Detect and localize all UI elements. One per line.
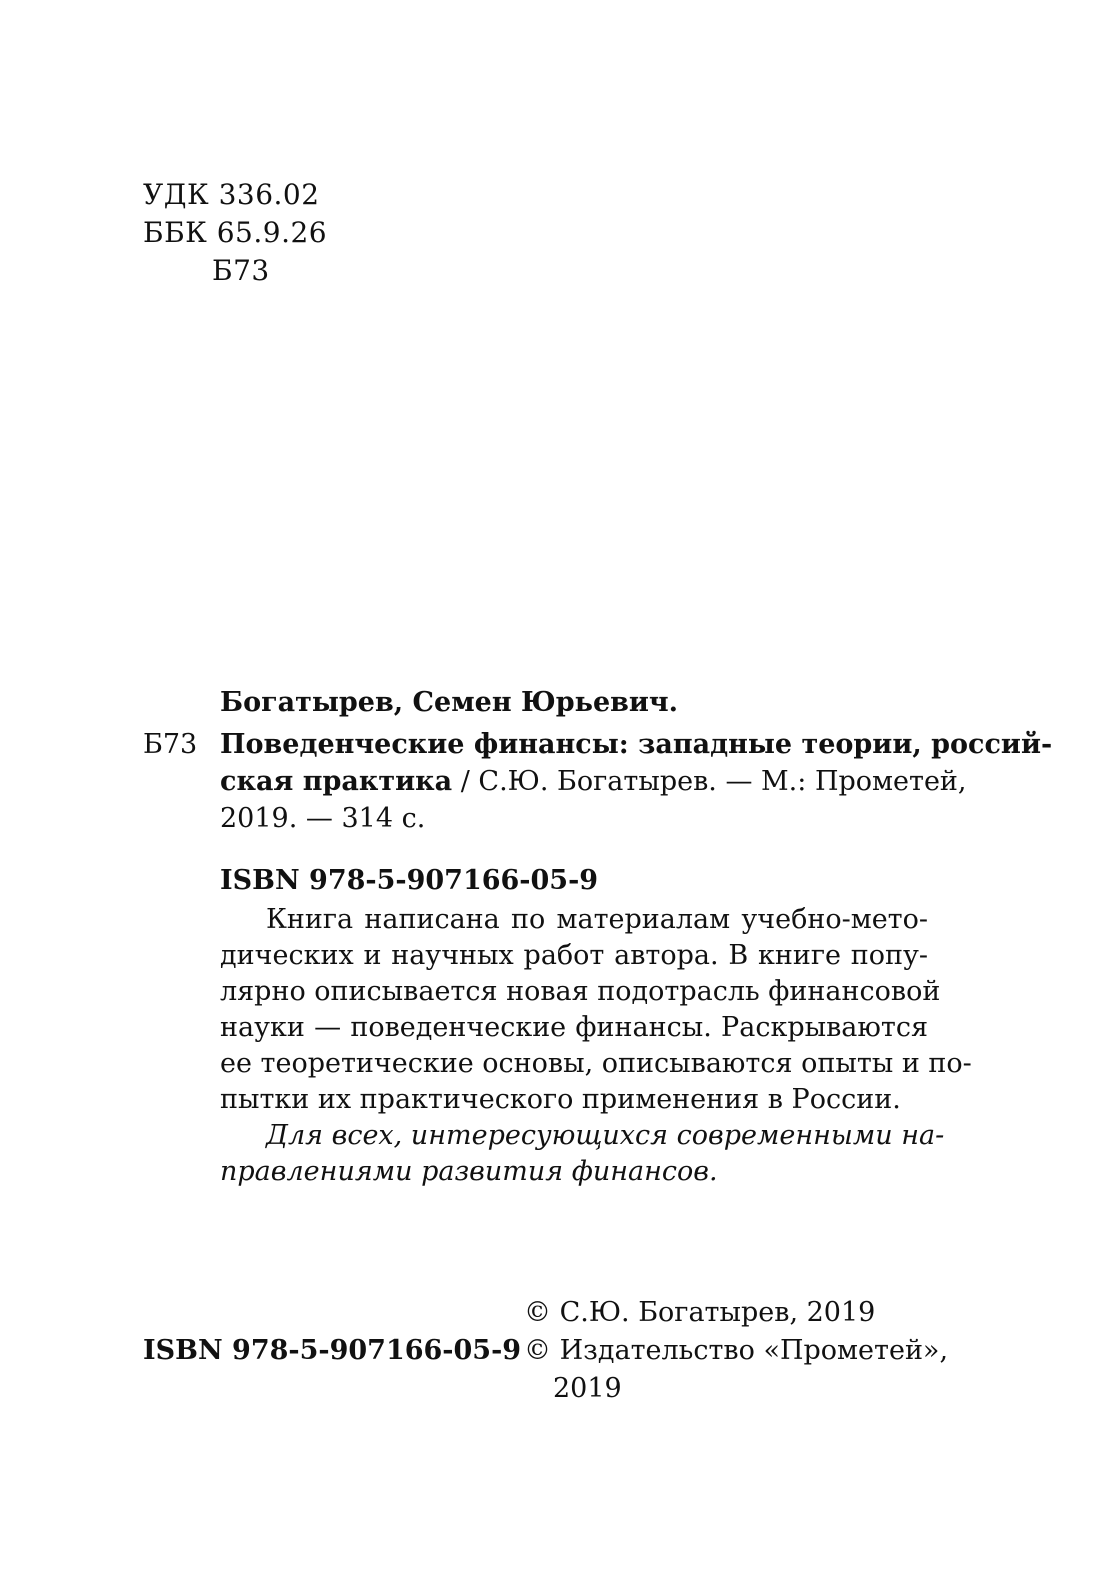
annotation-line: Книга написана по материалам учебно-мето- xyxy=(266,904,928,935)
publication-year-pages: 2019. — 314 с. xyxy=(220,803,426,834)
book-title-end: ская практика xyxy=(220,766,453,797)
author-mark-top: Б73 xyxy=(212,254,270,287)
annotation-line: пытки их практического применения в России. xyxy=(220,1084,901,1115)
isbn-card: ISBN 978-5-907166-05-9 xyxy=(220,865,599,896)
author-mark-card: Б73 xyxy=(143,729,198,760)
audience-line: правлениями развития финансов. xyxy=(220,1156,718,1187)
annotation-line: лярно описывается новая подотрасль финансовой xyxy=(220,976,941,1007)
book-title-line-2 xyxy=(220,763,967,800)
bbk-code: ББК 65.9.26 xyxy=(143,216,328,249)
book-title-line-1: Поведенческие финансы: западные теории, россий- xyxy=(220,729,1053,760)
annotation-line: дических и научных работ автора. В книге попу- xyxy=(220,940,928,971)
responsibility-statement: / С.Ю. Богатырев. — М.: Прометей, xyxy=(452,766,967,797)
annotation-line: ее теоретические основы, описываются опыты и по- xyxy=(220,1048,972,1079)
audience-line: Для всех, интересующихся современными на- xyxy=(266,1120,945,1151)
copyright-publisher: © Издательство «Прометей», xyxy=(524,1335,949,1366)
annotation-line: науки — поведенческие финансы. Раскрываются xyxy=(220,1012,928,1043)
author-heading: Богатырев, Семен Юрьевич. xyxy=(220,687,679,718)
copyright-publisher-year: 2019 xyxy=(553,1373,622,1404)
copyright-author: © С.Ю. Богатырев, 2019 xyxy=(524,1297,876,1328)
isbn-footer: ISBN 978-5-907166-05-9 xyxy=(143,1335,522,1366)
udk-code: УДК 336.02 xyxy=(143,178,320,211)
